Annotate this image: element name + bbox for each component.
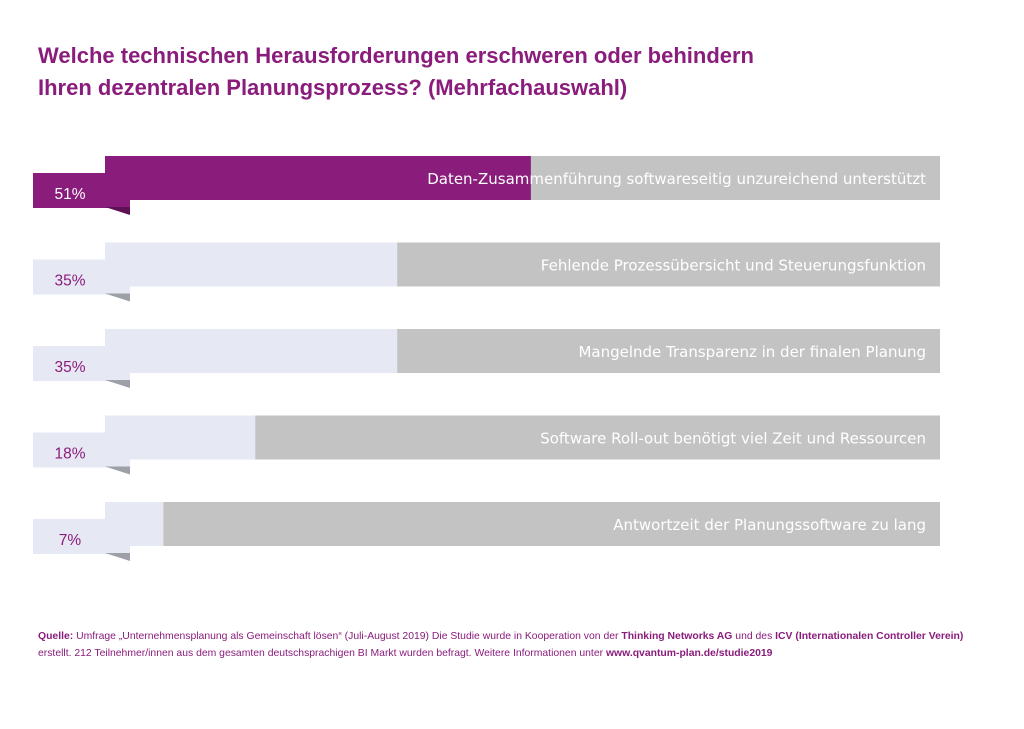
chart-title-line-2: Ihren dezentralen Planungsprozess? (Mehrfachauswahl) [38,75,628,100]
source-link[interactable]: www.qvantum-plan.de/studie2019 [605,648,773,659]
source-text-3: erstellt. 212 Teilnehmer/innen aus dem gesamten deutschsprachigen BI Markt wurden befragt. Weitere Informationen unter [38,648,606,659]
bar-fill [105,329,397,373]
value-label: 7% [58,532,82,549]
source-note [38,628,1018,662]
tab-fold [105,467,130,475]
bar-row [33,156,940,215]
source-partner-1: Thinking Networks AG [621,631,733,642]
chart-title-line-1: Welche technischen Herausforderungen erschweren oder behindern [38,43,754,68]
category-label: Daten-Zusammenführung softwareseitig unzureichend unterstützt [427,170,926,188]
bar-fill [105,243,397,287]
category-label: Fehlende Prozessübersicht und Steuerungsfunktion [540,256,926,275]
tab-fold [105,380,130,388]
value-label: 18% [54,445,86,463]
source-label: Quelle: [38,631,74,642]
value-label: 35% [54,272,86,290]
source-text-2: und des [732,631,776,642]
value-label: 51% [54,186,86,203]
value-label: 35% [54,359,86,376]
tab-fold [105,207,130,215]
category-label: Antwortzeit der Planungssoftware zu lang [613,516,926,534]
source-partner-2: ICV (Internationalen Controller Verein) [775,631,964,642]
category-label: Mangelnde Transparenz in der finalen Planung [578,343,926,361]
tab-fold [105,294,130,302]
bar-row [33,416,940,475]
value-tab [33,519,130,554]
bar-row [33,502,940,561]
bar-row [33,329,940,388]
source-text-1: Umfrage „Unternehmensplanung als Gemeinschaft lösen“ (Juli-August 2019) Die Studie wurde in Kooperation von der [73,631,622,642]
bar-row [33,243,940,302]
category-label: Software Roll-out benötigt viel Zeit und Ressourcen [540,429,926,448]
tab-fold [105,553,130,561]
